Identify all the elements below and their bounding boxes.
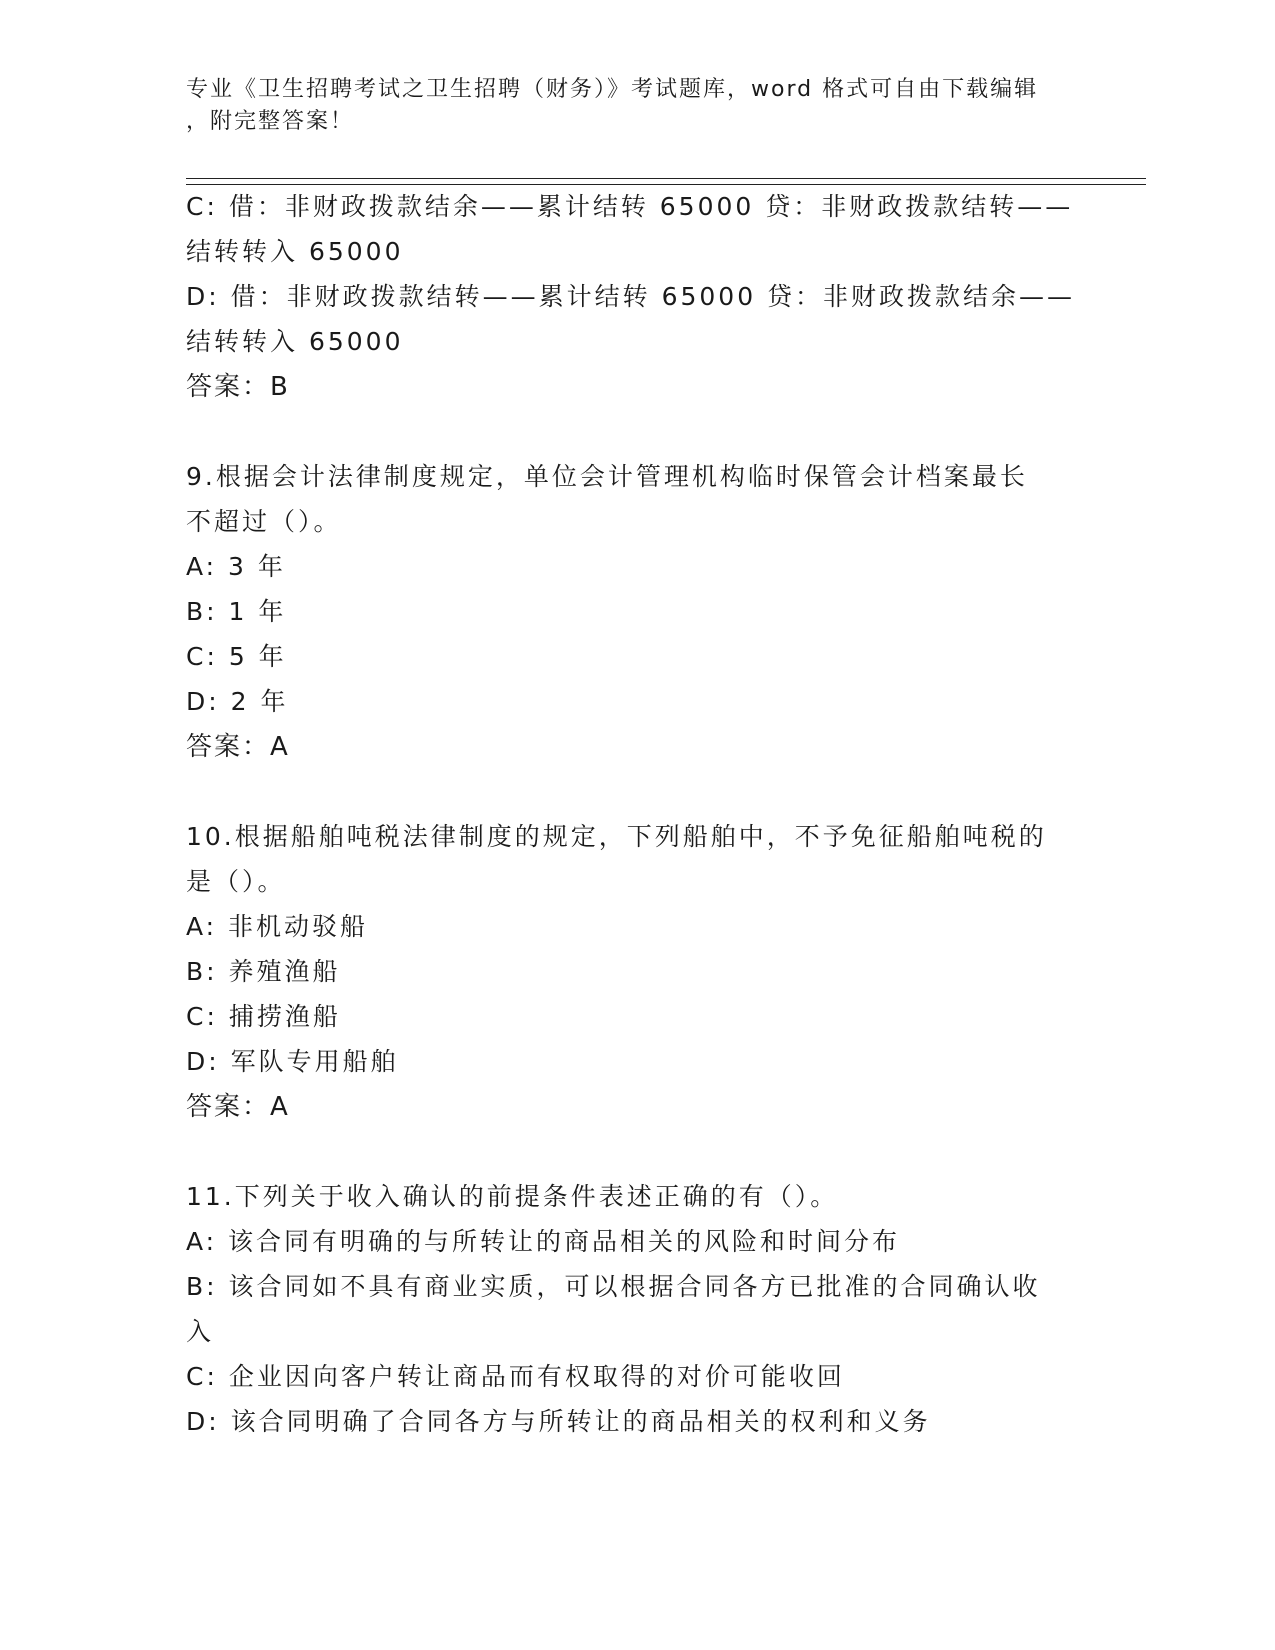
- q10-option-a: A: 非机动驳船: [186, 912, 369, 941]
- q10-option-b: B: 养殖渔船: [186, 957, 341, 986]
- q11-option-b-line-1: B: 该合同如不具有商业实质，可以根据合同各方已批准的合同确认收: [186, 1272, 1041, 1301]
- q10-answer: 答案：A: [186, 1092, 290, 1122]
- q8-option-d-line-1: D: 借：非财政拨款结转——累计结转 65000 贷：非财政拨款结余——: [186, 282, 1076, 311]
- q8-option-c-line-2: 结转转入 65000: [186, 237, 404, 266]
- document-header: [186, 74, 1086, 138]
- q9-option-d: D: 2 年: [186, 687, 289, 716]
- q9-stem-line-2: 不超过（）。: [186, 507, 342, 536]
- q11-option-d: D: 该合同明确了合同各方与所转让的商品相关的权利和义务: [186, 1407, 931, 1436]
- q8-option-c-line-1: C: 借：非财政拨款结余——累计结转 65000 贷：非财政拨款结转——: [186, 192, 1074, 221]
- q11-option-c: C: 企业因向客户转让商品而有权取得的对价可能收回: [186, 1362, 845, 1391]
- q10-stem-line-2: 是（）。: [186, 867, 286, 896]
- q10-option-d: D: 军队专用船舶: [186, 1047, 399, 1076]
- q9-option-b: B: 1 年: [186, 597, 287, 626]
- q10-option-c: C: 捕捞渔船: [186, 1002, 341, 1031]
- q9-answer: 答案：A: [186, 732, 290, 762]
- q11-stem: 11.下列关于收入确认的前提条件表述正确的有（）。: [186, 1182, 839, 1211]
- q11-option-a: A: 该合同有明确的与所转让的商品相关的风险和时间分布: [186, 1227, 901, 1256]
- q9-stem-line-1: 9.根据会计法律制度规定，单位会计管理机构临时保管会计档案最长: [186, 462, 1028, 491]
- q10-stem-line-1: 10.根据船舶吨税法律制度的规定，下列船舶中，不予免征船舶吨税的: [186, 822, 1047, 851]
- header-divider-top: [186, 178, 1146, 179]
- q9-option-a: A: 3 年: [186, 552, 286, 581]
- q8-option-d-line-2: 结转转入 65000: [186, 327, 404, 356]
- q11-option-b-line-2: 入: [186, 1317, 215, 1346]
- q9-option-c: C: 5 年: [186, 642, 287, 671]
- header-line-2: ，附完整答案！: [186, 109, 355, 134]
- header-divider-bottom: [186, 184, 1146, 185]
- q8-answer: 答案：B: [186, 372, 290, 402]
- header-line-1: 专业《卫生招聘考试之卫生招聘（财务）》考试题库，word 格式可自由下载编辑: [186, 77, 1039, 102]
